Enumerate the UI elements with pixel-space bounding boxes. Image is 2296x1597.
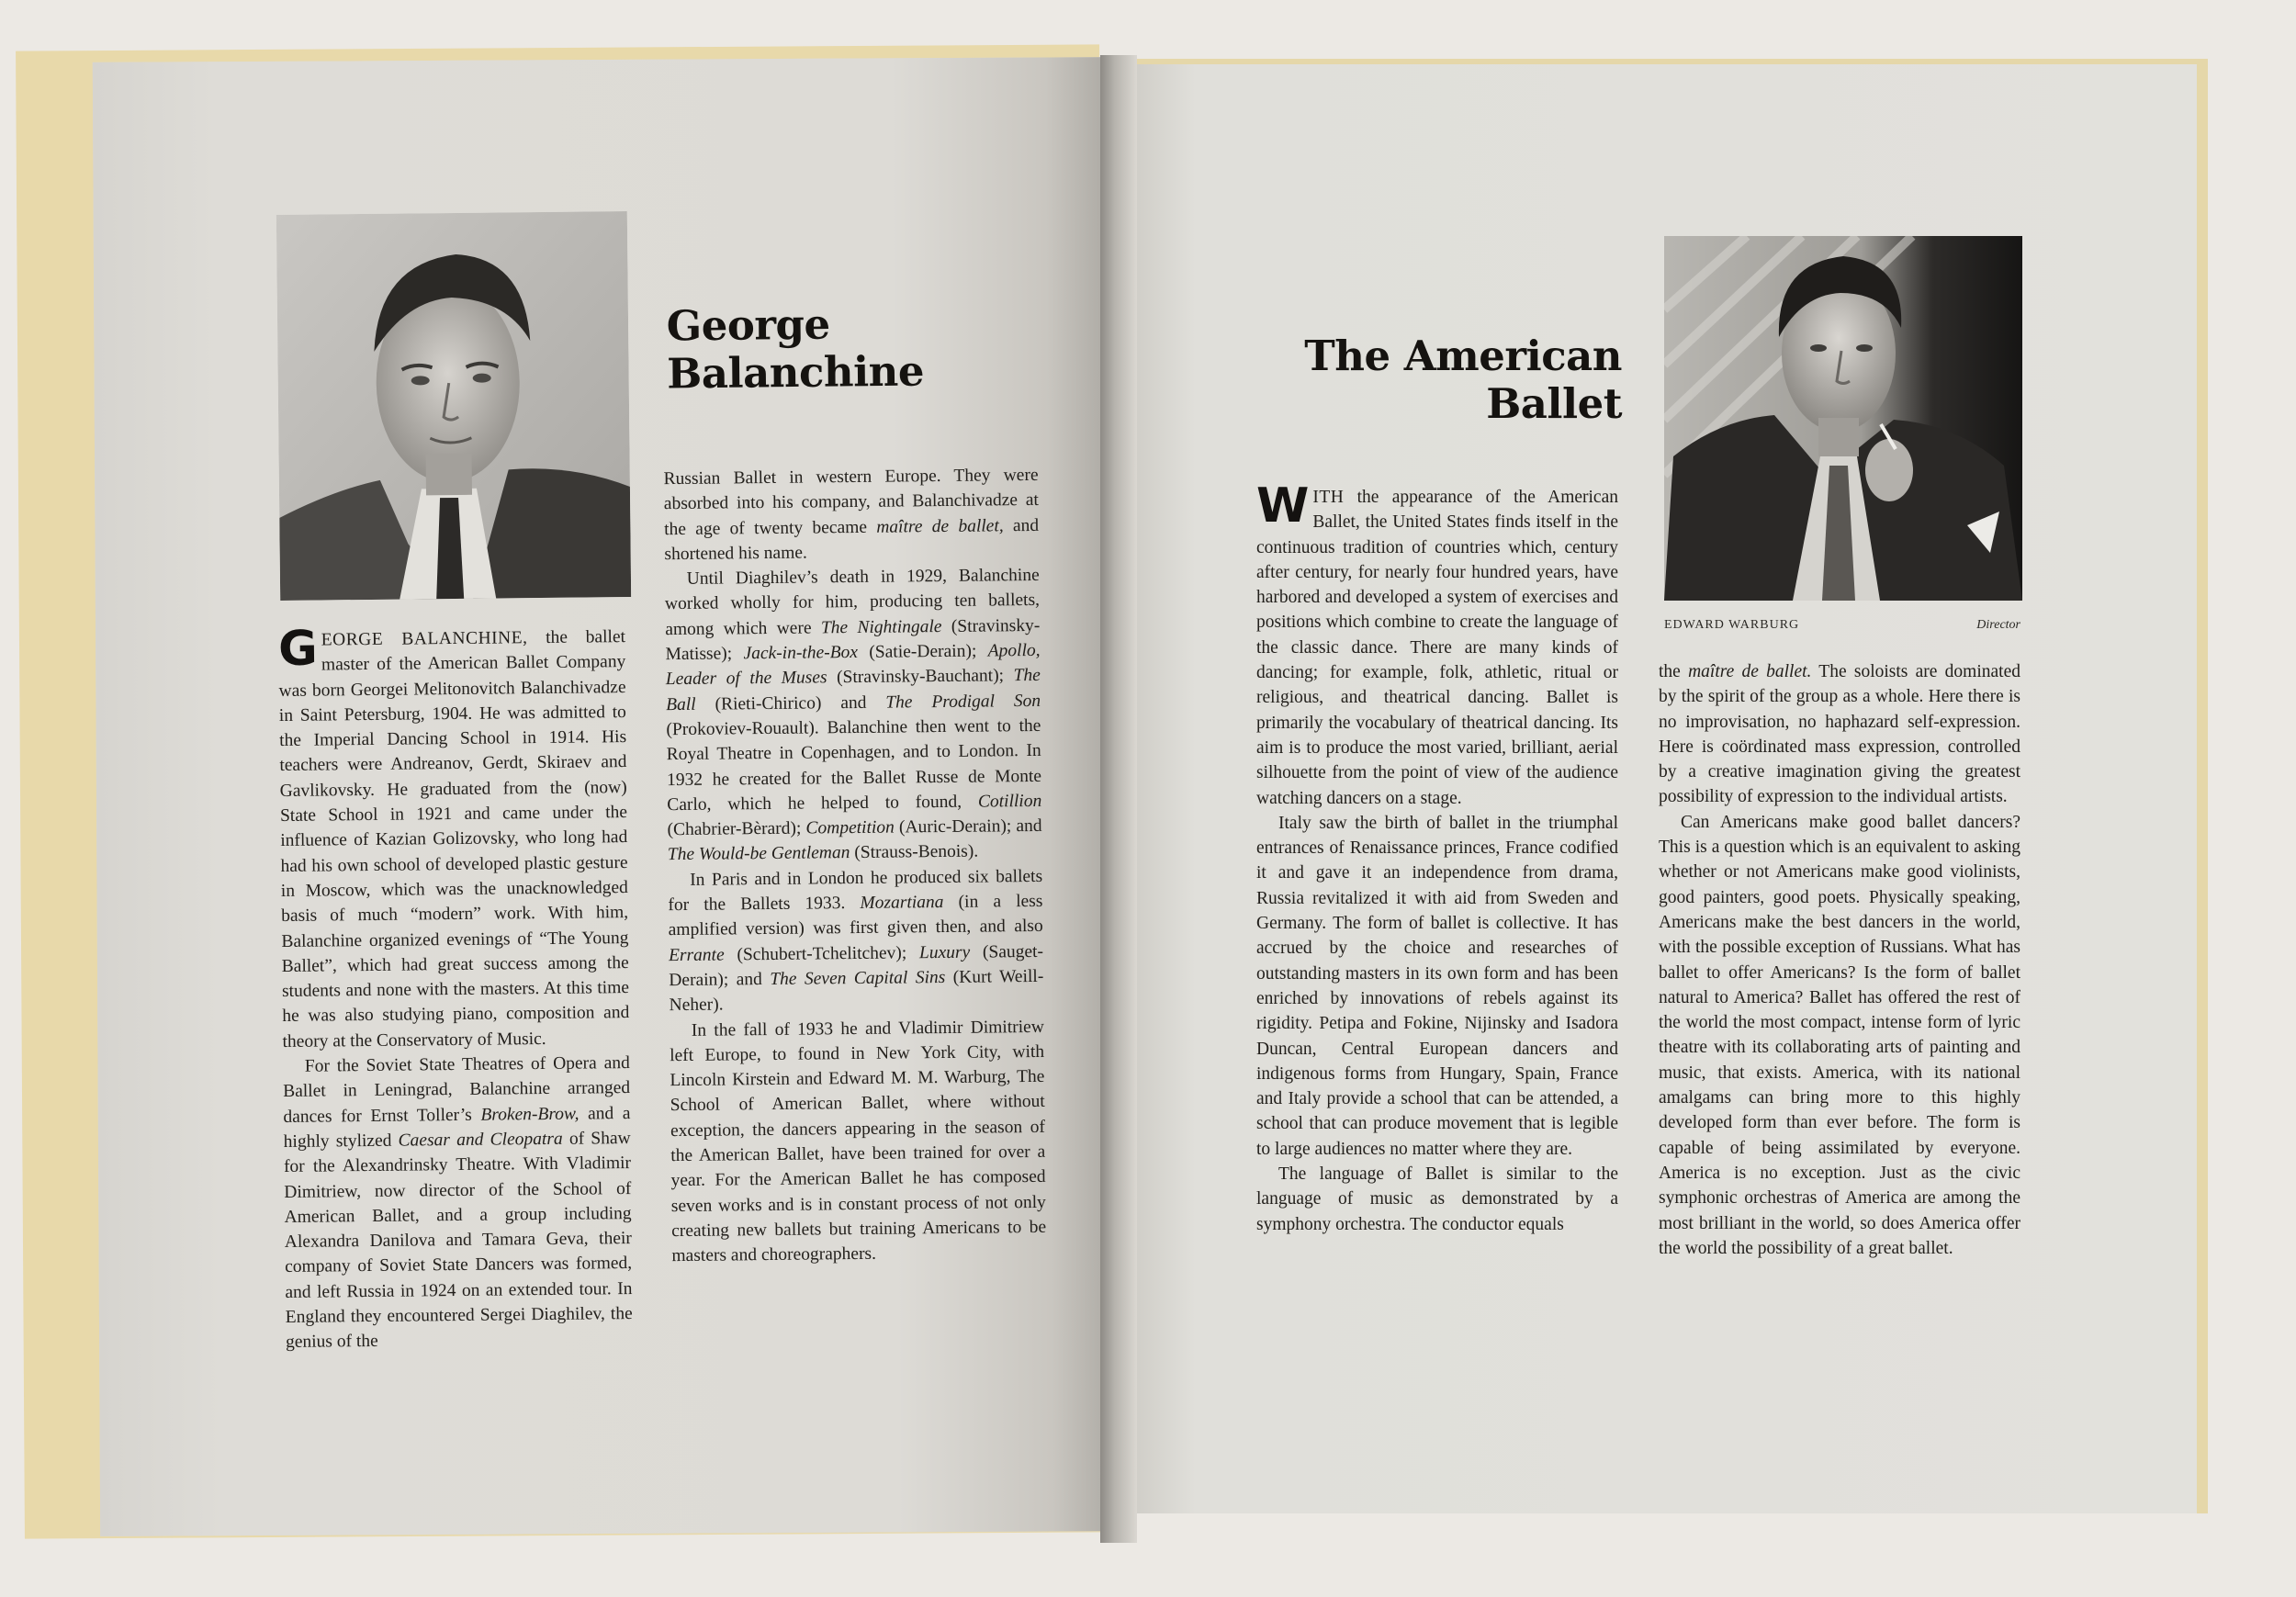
warburg-portrait <box>1664 236 2022 601</box>
title-line-2: Ballet <box>1486 379 1622 428</box>
paragraph: The language of Ballet is similar to the language of music as demonstrated by a symphony orchestra. The conductor equals <box>1256 1164 1618 1234</box>
paragraph: Until Diaghilev’s death in 1929, Balanchine worked wholly for him, producing ten ballets, among which were The Nightingale (Stravinsky-Matisse); Jack-in-the-Box (Satie-Derain); Apollo, Leader of the Muses (Stravinsky-Bauchant); The Ball (Rieti-Chirico) and The Prodigal Son (Prokoviev-Rouault). Balanchine then went to the Royal Theatre in Copenhagen, and to London. In 1932 he created for the Ballet Russe de Monte Carlo, which he helped to found, Cotillion (Chabrier-Bèrard); Competition (Auric-Derain); and The Would-be Gentleman (Strauss-Benois). <box>664 566 1042 865</box>
page-title-american-ballet <box>1249 332 1622 428</box>
left-column-1 <box>277 621 633 1355</box>
right-column-1 <box>1256 478 1618 1237</box>
title-line-1: The American <box>1304 332 1622 380</box>
left-column-2 <box>663 463 1046 1269</box>
paragraph: GEORGE BALANCHINE, the ballet master of the American Ballet Company was born Georgei Melitonovitch Balanchivadze in Saint Petersburg, 1904. He was admitted to the Imperial Dancing School in 1914. His teachers were Andreanov, Gerdt, Skiraev and Gavlikovsky. He graduated from the (now) State School in 1921 and came under the influence of Kazian Golizovsky, who long had had his own school of developed plastic gesture in Moscow, which was the unacknowledged basis of much “modern” work. With him, Balanchine organized evenings of “The Young Ballet”, which had great success among the students and none with the masters. At this time he was also studying piano, composition and theory at the Conservatory of Music. <box>277 621 630 1052</box>
balanchine-portrait <box>276 211 631 601</box>
drop-cap: G <box>277 621 319 677</box>
photo-caption-name: EDWARD WARBURG <box>1664 618 1800 632</box>
paragraph: Can Americans make good ballet dancers? This is a question which is an equivalent to asking whether or not Americans make good violinists, good painters, good poets. Physically speaking, Americans make the best dancers in the world, with the possible exception of Russians. What has ballet to offer Americans? Is the form of ballet natural to America? Ballet has offered the rest of the world the most compact, intense form of lyric theatre with its collaborating arts of painting and music, that exists. America, with its national amalgams can bring more to this highly developed form than ever before. The form is capable of being assimilated by everyone. America is no exception. Just as the civic symphonic orchestras of America are among the most brilliant in the world, so does America offer the world the possibility of a great ballet. <box>1659 812 2020 1258</box>
page-title-balanchine <box>666 300 924 399</box>
drop-cap: W <box>1256 478 1310 534</box>
photo-caption-role: Director <box>1976 618 2020 632</box>
paragraph: In Paris and in London he produced six ballets for the Ballets 1933. Mozartiana (in a less amplified version) was first given then, and also Errante (Schubert-Tchelitchev); Luxury (Sauget-Derain); and The Seven Capital Sins (Kurt Weill-Neher). <box>668 866 1044 1016</box>
title-line-1: George <box>666 299 830 351</box>
paragraph: In the fall of 1933 he and Vladimir Dimitriew left Europe, to found in New York City, with Lincoln Kirstein and Edward M. M. Warburg, The School of American Ballet, where without exception, the dancers appearing in the season of the American Ballet, have been trained for over a year. For the American Ballet he has composed seven works and is in constant process of not only creating new ballets but training Americans to be masters and choreographers. <box>670 1017 1047 1266</box>
right-column-2 <box>1659 659 2020 1261</box>
paragraph: Russian Ballet in western Europe. They were absorbed into his company, and Balanchivadze at the age of twenty became maître de ballet, and shortened his name. <box>663 465 1040 565</box>
paragraph: Italy saw the birth of ballet in the triumphal entrances of Renaissance princes, France codified it and gave it an independence from drama, Russia revitalized it with aid from Sweden and Germany. The form of ballet is collective. It has accrued by the choice and researches of outstanding masters in its own form and has been enriched by innovations of rebels against its rigidity. Petipa and Fokine, Nijinsky and Isadora Duncan, Central European dancers and indigenous forms from Hungary, Spain, France and Italy provide a school that can be attended, a school that can produce movement that is legible to large audiences no matter where they are. <box>1256 813 1618 1159</box>
paragraph: For the Soviet State Theatres of Opera and Ballet in Leningrad, Balanchine arranged dances for Ernst Toller’s Broken-Brow, and a highly stylized Caesar and Cleopatra of Shaw for the Alexandrinsky Theatre. With Vladimir Dimitriew, now director of the School of American Ballet, and a group including Alexandra Danilova and Tamara Geva, their company of Soviet State Dancers was formed, and left Russia in 1924 on an extended tour. In England they encountered Sergei Diaghilev, the genius of the <box>283 1053 633 1353</box>
title-line-2: Balanchine <box>666 346 925 399</box>
book-gutter <box>1100 55 1137 1543</box>
paragraph: the maître de ballet. The soloists are dominated by the spirit of the group as a whole. Here there is no improvisation, no haphazard self-expression. Here is coördinated mass expression, controlled by a creative imagination giving the greatest possibility of expression to the individual artists. <box>1659 662 2020 807</box>
paragraph: WITH the appearance of the American Ballet, the United States finds itself in the continuous tradition of countries which, century after century, for nearly four hundred years, have harbored and developed a system of exercises and positions which combine to create the language of the classic dance. There are many kinds of dancing; for example, folk, athletic, ritual or religious, and theatrical dancing. Ballet is primarily the vocabulary of theatrical dancing. Its aim is to produce the most varied, brilliant, aerial silhouette from the point of view of the audience watching dancers on a stage. <box>1256 478 1618 808</box>
